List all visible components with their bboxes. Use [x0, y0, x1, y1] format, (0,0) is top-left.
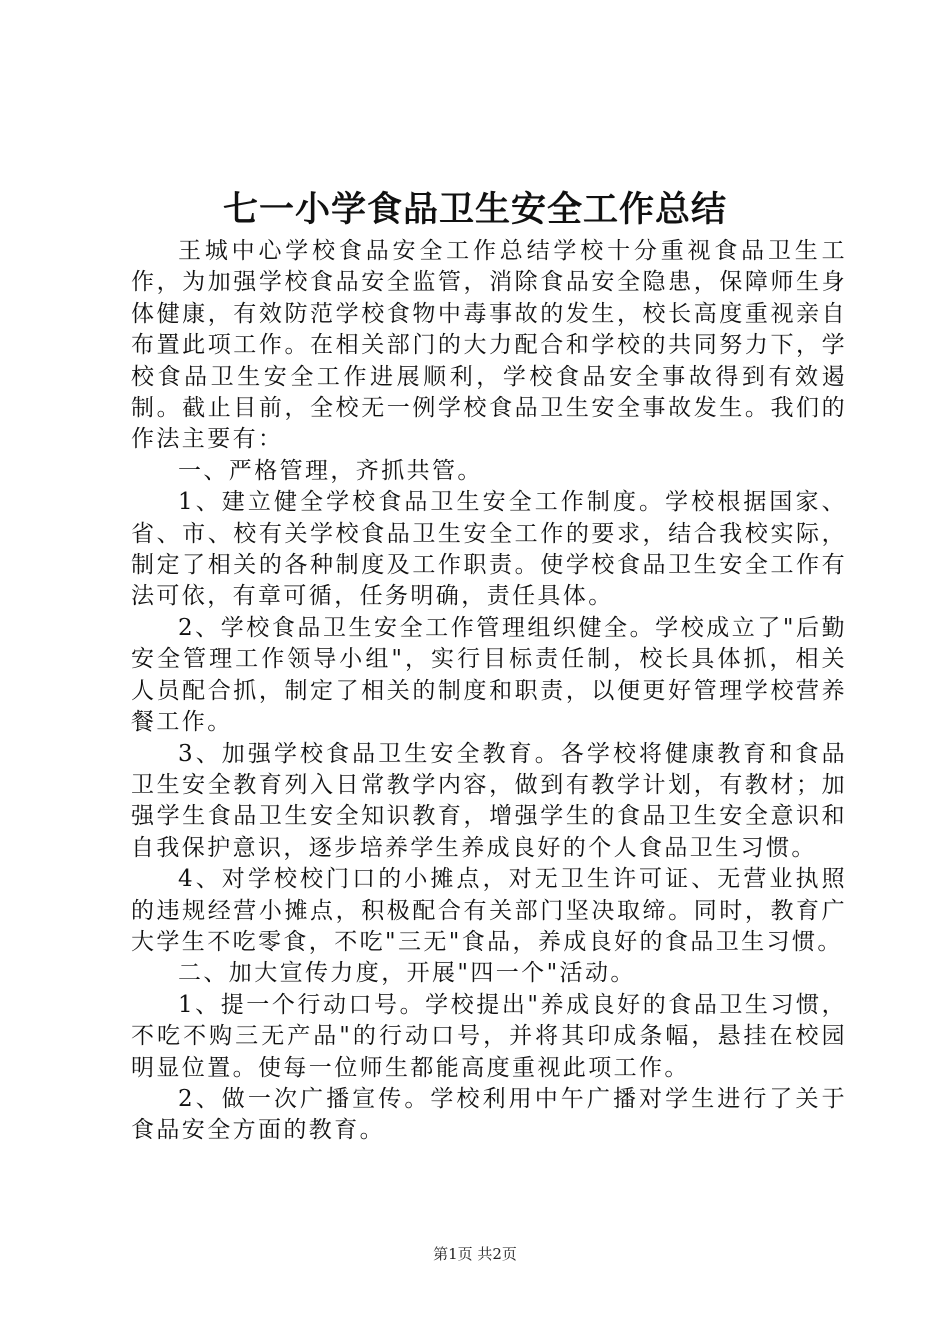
- paragraph-1-4: 4、对学校校门口的小摊点，对无卫生许可证、无营业执照的违规经营小摊点，积极配合有关部门坚决取缔。同时，教育广大学生不吃零食，不吃"三无"食品，养成良好的食品卫生习惯。: [131, 866, 847, 955]
- paragraph-2-2: 2、做一次广播宣传。学校利用中午广播对学生进行了关于食品安全方面的教育。: [131, 1085, 847, 1144]
- paragraph-1-3: 3、加强学校食品卫生安全教育。各学校将健康教育和食品卫生安全教育列入日常教学内容，做到有教学计划，有教材；加强学生食品卫生安全知识教育，增强学生的食品卫生安全意识和自我保护意识，逐步培养学生养成良好的个人食品卫生习惯。: [131, 740, 847, 861]
- section-heading-2: 二、加大宣传力度，开展"四一个"活动。: [178, 960, 636, 987]
- paragraph-2-1: 1、提一个行动口号。学校提出"养成良好的食品卫生习惯，不吃不购三无产品"的行动口号，并将其印成条幅，悬挂在校园明显位置。使每一位师生都能高度重视此项工作。: [131, 991, 847, 1081]
- document-title: 七一小学食品卫生安全工作总结: [222, 189, 727, 230]
- paragraph-1-2: 2、学校食品卫生安全工作管理组织健全。学校成立了"后勤安全管理工作领导小组"，实行目标责任制，校长具体抓，相关人员配合抓，制定了相关的制度和职责，以便更好管理学校营养餐工作。: [131, 614, 847, 736]
- section-heading-1: 一、严格管理，齐抓共管。: [178, 457, 483, 484]
- paragraph-intro: 王城中心学校食品安全工作总结学校十分重视食品卫生工作，为加强学校食品安全监管，消除食品安全隐患，保障师生身体健康，有效防范学校食物中毒事故的发生，校长高度重视亲自布置此项工作。在相关部门的大力配合和学校的共同努力下，学校食品卫生安全工作进展顺利，学校食品安全事故得到有效遏制。截止目前，全校无一例学校食品卫生安全事故发生。我们的作法主要有：: [131, 238, 847, 453]
- document-body: [131, 236, 847, 1147]
- page-footer: 第1页 共2页: [433, 1245, 517, 1263]
- paragraph-1-1: 1、建立健全学校食品卫生安全工作制度。学校根据国家、省、市、校有关学校食品卫生安全工作的要求，结合我校实际，制定了相关的各种制度及工作职责。使学校食品卫生安全工作有法可依，有章可循，任务明确，责任具体。: [131, 489, 847, 610]
